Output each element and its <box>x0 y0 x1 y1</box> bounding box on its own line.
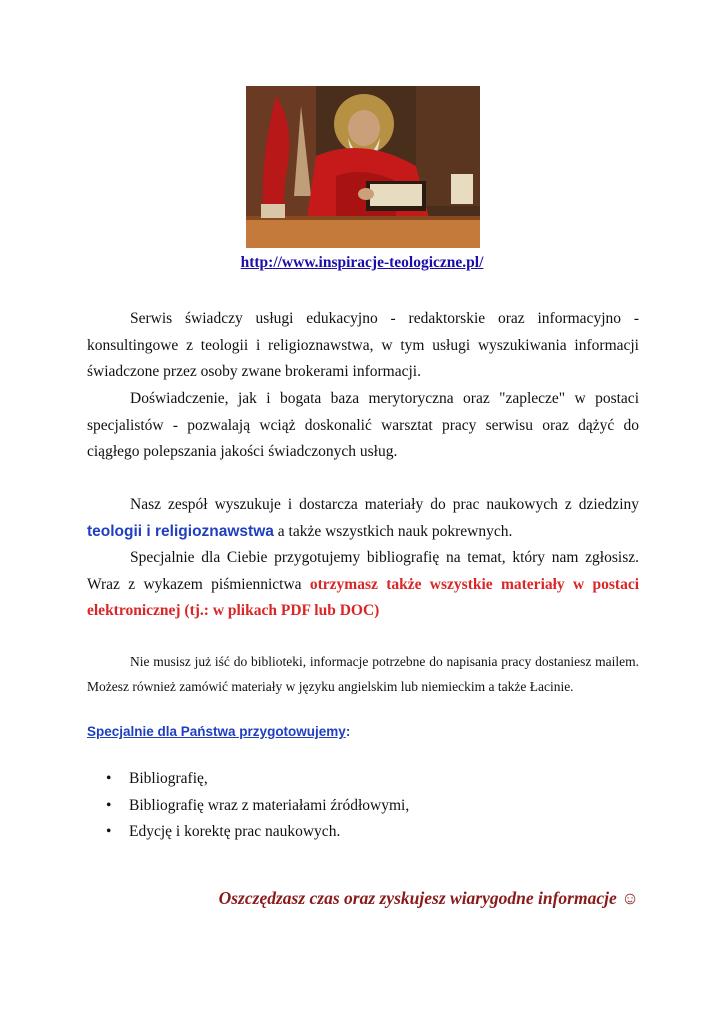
library-paragraph: Nie musisz już iść do biblioteki, informacje potrzebne do napisania pracy dostaniesz mailem. Możesz również zamówić materiały w języku angielskim lub niemieckim a także Łacinie. <box>87 654 639 694</box>
offer-list-item <box>87 766 409 793</box>
offer-item-text: Edycję i korektę prac naukowych. <box>129 823 341 840</box>
intro-paragraph-2: Doświadczenie, jak i bogata baza merytoryczna oraz "zaplecze" w postaci specjalistów - pozwalają wciąż doskonalić warsztat pracy serwisu oraz dążyć do ciągłego polepszania jakości świadczonych usług. <box>87 390 639 460</box>
team-p1-end: a także wszystkich nauk pokrewnych. <box>277 522 513 540</box>
offer-list-item <box>87 793 409 820</box>
team-paragraph-2 <box>87 545 639 625</box>
team-p1-highlight: teologii i religioznawstwa <box>87 522 274 540</box>
offer-heading-link[interactable]: Specjalnie dla Państwa przygotowujemy <box>87 724 346 739</box>
offer-heading <box>87 724 350 739</box>
offer-item-text: Bibliografię wraz z materiałami źródłowymi, <box>129 796 410 814</box>
website-url-link[interactable]: http://www.inspiracje-teologiczne.pl/ <box>240 254 484 271</box>
offer-list-item <box>87 819 409 846</box>
team-p2-start: Specjalnie dla Ciebie przygotujemy bibliografię na temat, który nam zgłosisz. Wraz z wykazem piśmiennictwa <box>87 549 639 593</box>
intro-paragraph-1: Serwis świadczy usługi edukacyjno - redaktorskie oraz informacyjno - konsultingowe z teologii i religioznawstwa, w tym usługi wyszukiwania informacji świadczone przez osoby zwane brokerami informacji. <box>87 310 639 380</box>
offer-heading-colon: : <box>345 724 351 739</box>
team-paragraph-1 <box>87 492 639 545</box>
offer-item-text: Bibliografię, <box>129 770 208 787</box>
team-p1-start: Nasz zespół wyszukuje i dostarcza materiały do prac naukowych z dziedziny <box>130 496 639 513</box>
team-p2-highlight: otrzymasz także wszystkie materiały w postaci elektronicznej (tj.: w plikach PDF lub DOC) <box>87 575 640 619</box>
bullet-icon: • <box>106 770 112 787</box>
offer-list <box>87 766 409 846</box>
saint-jerome-image <box>246 86 480 248</box>
bullet-icon: • <box>106 823 112 840</box>
closing-slogan: Oszczędzasz czas oraz zyskujesz wiarygodne informacje ☺ <box>218 888 639 908</box>
bullet-icon: • <box>106 796 112 814</box>
